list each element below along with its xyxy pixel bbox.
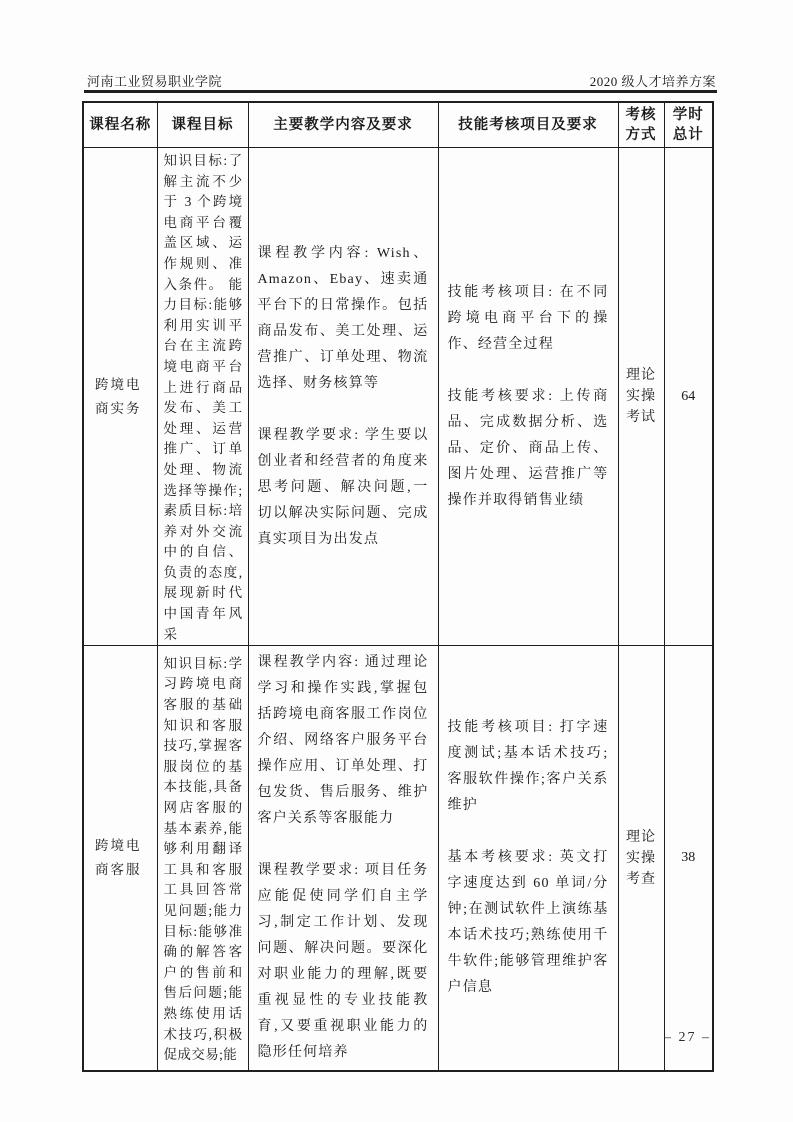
col-header-hours: 学时总计 xyxy=(664,102,713,148)
course-table xyxy=(82,101,714,1072)
header-rule xyxy=(84,90,717,93)
course-1-assessment-items-paragraph: 技能考核项目: 在不同跨境电商平台下的操作、经营全过程 xyxy=(447,284,609,352)
col-header-course-name: 课程名称 xyxy=(83,102,157,148)
course-2-method-cell xyxy=(618,646,664,1072)
course-2-teaching-cell xyxy=(248,646,438,1072)
course-1-assessment-cell xyxy=(438,148,618,646)
table-row-course-2 xyxy=(83,646,713,1072)
course-1-method-line-3: 考试 xyxy=(626,410,656,426)
col-header-teaching: 主要教学内容及要求 xyxy=(248,102,438,148)
course-1-assessment-requirements-paragraph: 技能考核要求: 上传商品、完成数据分析、选品、定价、商品上传、图片处理、运营推广等操作并取得销售业绩 xyxy=(447,388,609,508)
course-2-assessment-cell xyxy=(438,646,618,1072)
course-2-method-line-3: 考查 xyxy=(626,871,656,887)
course-2-hours-cell: 38 xyxy=(664,646,713,1072)
course-1-name-cell: 跨境电商实务 xyxy=(83,148,157,646)
course-table-wrapper xyxy=(82,101,714,1072)
col-header-method: 考核方式 xyxy=(618,102,664,148)
course-1-objectives-cell: 知识目标:了解主流不少于 3 个跨境电商平台覆盖区域、运作规则、准入条件。 能力目标:能够利用实训平台在主流跨境电商平台上进行商品发布、美工处理、运营推广、订单处理、物流选择等操作;素质目标:培养对外交流中的自信、负责的态度,展现新时代中国青年风采 xyxy=(157,148,248,646)
col-header-assessment: 技能考核项目及要求 xyxy=(438,102,618,148)
course-1-teaching-requirements-paragraph: 课程教学要求: 学生要以创业者和经营者的角度来思考问题、解决问题,一切以解决实际问题、完成真实项目为出发点 xyxy=(257,427,429,547)
course-1-hours-cell: 64 xyxy=(664,148,713,646)
page-header-institution: 河南工业贸易职业学院 xyxy=(87,74,223,89)
course-1-teaching-cell xyxy=(248,148,438,646)
course-2-method-line-2: 实操 xyxy=(626,850,656,866)
course-2-teaching-content-paragraph: 课程教学内容: 通过理论学习和操作实践,掌握包括跨境电商客服工作岗位介绍、网络客户服务平台操作应用、订单处理、打包发货、售后服务、维护客户关系等客服能力 xyxy=(257,655,429,827)
table-row-course-1 xyxy=(83,148,713,646)
course-2-objectives-cell: 知识目标:学习跨境电商客服的基础知识和客服技巧,掌握客服岗位的基本技能,具备网店客服的基本素养,能够利用翻译工具和客服工具回答常见问题;能力目标:能够准确的解答客户的售前和售后问题;能熟练使用话术技巧,积极促成交易;能 xyxy=(157,646,248,1072)
page-header-plan-title: 2020 级人才培养方案 xyxy=(589,74,716,89)
course-2-method-line-1: 理论 xyxy=(626,829,656,845)
course-2-assessment-requirements-paragraph: 基本考核要求: 英文打字速度达到 60 单词/分钟;在测试软件上演练基本话术技巧;熟练使用千牛软件;能够管理维护客户信息 xyxy=(447,850,609,996)
course-1-method-line-1: 理论 xyxy=(626,368,656,384)
course-1-method-cell xyxy=(618,148,664,646)
col-header-objectives: 课程目标 xyxy=(157,102,248,148)
course-1-method-line-2: 实操 xyxy=(626,389,656,405)
course-2-teaching-requirements-paragraph: 课程教学要求: 项目任务应能促使同学们自主学习,制定工作计划、发现问题、解决问题。要深化对职业能力的理解,既要重视显性的专业技能教育,又要重视职业能力的隐形任何培养 xyxy=(257,863,429,1061)
course-2-name-cell: 跨境电商客服 xyxy=(83,646,157,1072)
table-header-row xyxy=(83,102,713,148)
course-1-teaching-content-paragraph: 课程教学内容: Wish、Amazon、Ebay、速卖通平台下的日常操作。包括商品发布、美工处理、运营推广、订单处理、物流选择、财务核算等 xyxy=(257,245,429,391)
course-2-assessment-items-paragraph: 技能考核项目: 打字速度测试;基本话术技巧;客服软件操作;客户关系维护 xyxy=(447,720,609,814)
page-number: – 27 – xyxy=(664,1030,711,1045)
